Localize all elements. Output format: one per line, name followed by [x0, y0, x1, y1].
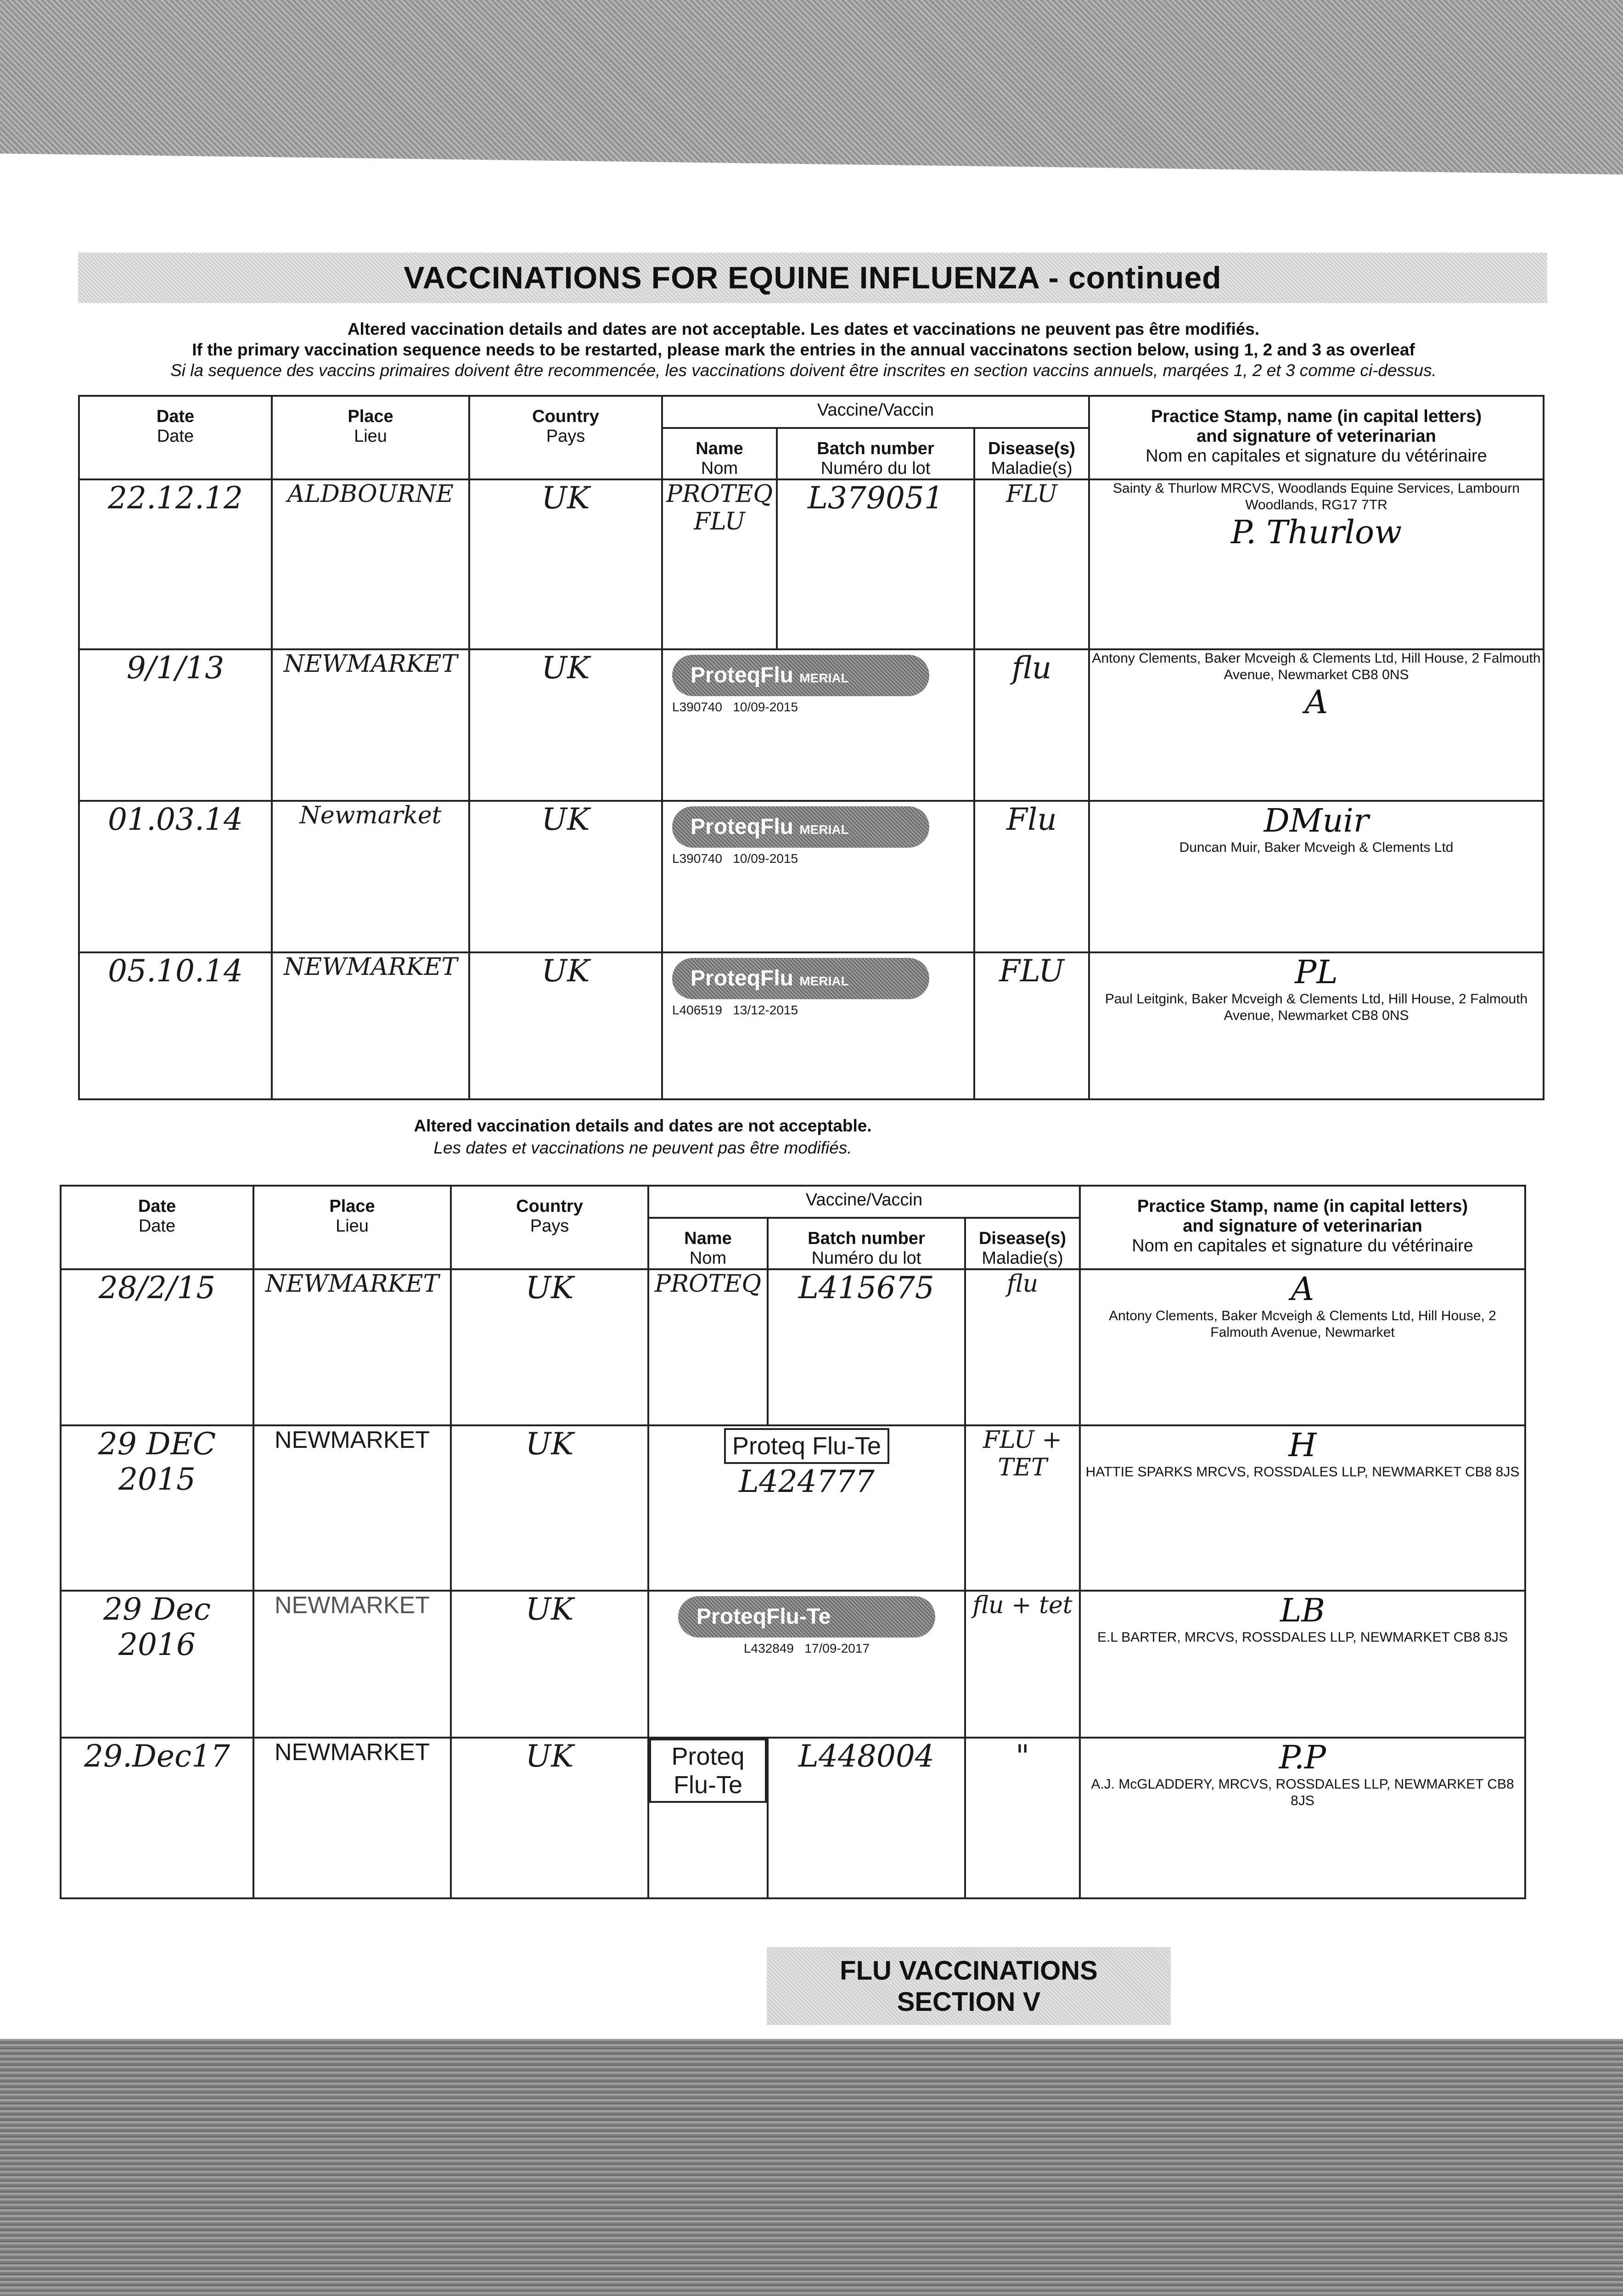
- header-disease: Disease(s) Maladie(s): [965, 1218, 1080, 1269]
- cell-stamp: [1089, 649, 1544, 801]
- cell-disease: Flu: [974, 801, 1089, 952]
- vaccine-name-stamp: Proteq Flu-Te: [724, 1428, 889, 1464]
- table-row: [61, 1425, 1525, 1591]
- vet-signature: A: [1291, 1270, 1314, 1308]
- vaccine-label-sticker: ProteqFlu MERIAL: [672, 958, 929, 999]
- header-date: Date Date: [79, 396, 272, 479]
- cell-disease: ": [965, 1738, 1080, 1898]
- cell-place: Newmarket: [272, 801, 469, 952]
- vet-stamp: Antony Clements, Baker Mcveigh & Clements Ltd, Hill House, 2 Falmouth Avenue, Newmarket: [1109, 1308, 1496, 1340]
- cell-vaccine-name: PROTEQ FLU: [662, 479, 777, 649]
- cell-stamp: [1080, 1269, 1525, 1425]
- cell-vaccine-label: [648, 1425, 965, 1591]
- cell-date: 9/1/13: [79, 649, 272, 801]
- cell-date: 22.12.12: [79, 479, 272, 649]
- vet-stamp: Duncan Muir, Baker Mcveigh & Clements Ltd: [1179, 840, 1454, 855]
- vaccine-label-sticker: ProteqFlu MERIAL: [672, 655, 929, 696]
- vaccine-name-stamp: Proteq Flu-Te: [649, 1739, 767, 1803]
- vet-stamp: E.L BARTER, MRCVS, ROSSDALES LLP, NEWMARKET CB8 8JS: [1097, 1630, 1508, 1645]
- cell-disease: flu + tet: [965, 1591, 1080, 1738]
- cell-country: UK: [469, 952, 662, 1099]
- cell-vaccine-label: ProteqFlu MERIAL L390740 10/09-2015: [662, 801, 974, 952]
- cell-disease: FLU + TET: [965, 1425, 1080, 1591]
- cell-vaccine-name: [648, 1738, 768, 1898]
- cell-stamp: [1089, 801, 1544, 952]
- notice-altered-2: Altered vaccination details and dates are not acceptable.: [414, 1116, 872, 1135]
- notice-restart: If the primary vaccination sequence needs to be restarted, please mark the entries in the annual vaccinatons section below, using 1, 2 and 3 as overleaf: [192, 340, 1415, 359]
- header-stamp: Practice Stamp, name (in capital letters) and signature of veterinarian Nom en capitales et signature du vétérinaire: [1089, 396, 1544, 479]
- vet-stamp: Antony Clements, Baker Mcveigh & Clements Ltd, Hill House, 2 Falmouth Avenue, Newmarket CB8 0NS: [1092, 651, 1541, 682]
- header-date: Date Date: [61, 1186, 253, 1269]
- cell-date: 05.10.14: [79, 952, 272, 1099]
- vet-signature: P.P: [1279, 1739, 1326, 1776]
- cell-batch: L448004: [768, 1738, 965, 1898]
- cell-country: UK: [469, 479, 662, 649]
- cell-country: UK: [451, 1425, 648, 1591]
- cell-vaccine-label: ProteqFlu-Te L432849 17/09-2017: [648, 1591, 965, 1738]
- header-name: Name Nom: [648, 1218, 768, 1269]
- cell-disease: FLU: [974, 479, 1089, 649]
- cell-date: 01.03.14: [79, 801, 272, 952]
- header-stamp: Practice Stamp, name (in capital letters) and signature of veterinarian Nom en capitales et signature du vétérinaire: [1080, 1186, 1525, 1269]
- cell-batch: L424777: [739, 1464, 875, 1499]
- section-label: FLU VACCINATIONS SECTION V: [767, 1947, 1171, 2025]
- cell-country: UK: [451, 1591, 648, 1738]
- cell-country: UK: [451, 1269, 648, 1425]
- cell-place: NEWMARKET: [253, 1591, 451, 1738]
- vaccination-table-primary: [78, 395, 1544, 1100]
- table-row: [61, 1269, 1525, 1425]
- vet-signature: PL: [1295, 953, 1338, 991]
- header-vaccine: Vaccine/Vaccin: [662, 396, 1089, 428]
- cell-vaccine-name: PROTEQ: [648, 1269, 768, 1425]
- cell-vaccine-label: ProteqFlu MERIAL L406519 13/12-2015: [662, 952, 974, 1099]
- cell-disease: flu: [974, 649, 1089, 801]
- vet-signature: DMuir: [1264, 802, 1369, 839]
- header-country: Country Pays: [451, 1186, 648, 1269]
- cell-country: UK: [469, 801, 662, 952]
- cell-stamp: [1080, 1591, 1525, 1738]
- table-row: [79, 479, 1544, 649]
- cell-date: 28/2/15: [61, 1269, 253, 1425]
- header-disease: Disease(s) Maladie(s): [974, 428, 1089, 479]
- cell-stamp: [1089, 952, 1544, 1099]
- page-title: VACCINATIONS FOR EQUINE INFLUENZA - continued: [78, 253, 1547, 303]
- vet-stamp: A.J. McGLADDERY, MRCVS, ROSSDALES LLP, NEWMARKET CB8 8JS: [1091, 1777, 1514, 1808]
- vaccine-label-sticker: ProteqFlu-Te: [678, 1596, 935, 1638]
- vaccine-label-sticker: ProteqFlu MERIAL: [672, 806, 929, 848]
- cell-date: 29 Dec 2016: [61, 1591, 253, 1738]
- table-row: [79, 649, 1544, 801]
- cell-batch: L415675: [768, 1269, 965, 1425]
- cell-place: NEWMARKET: [253, 1269, 451, 1425]
- notice-altered-2-fr: Les dates et vaccinations ne peuvent pas être modifiés.: [433, 1138, 852, 1157]
- header-batch: Batch number Numéro du lot: [768, 1218, 965, 1269]
- notice-altered: Altered vaccination details and dates are not acceptable. Les dates et vaccinations ne peuvent pas être modifiés.: [347, 320, 1260, 338]
- cell-stamp: [1080, 1738, 1525, 1898]
- table-row: [61, 1591, 1525, 1738]
- header-country: Country Pays: [469, 396, 662, 479]
- cell-disease: FLU: [974, 952, 1089, 1099]
- header-place: Place Lieu: [272, 396, 469, 479]
- cell-place: ALDBOURNE: [272, 479, 469, 649]
- vet-signature: P. Thurlow: [1230, 513, 1402, 551]
- header-place: Place Lieu: [253, 1186, 451, 1269]
- header-vaccine: Vaccine/Vaccin: [648, 1186, 1080, 1218]
- cell-date: 29.Dec17: [61, 1738, 253, 1898]
- table-row: [79, 801, 1544, 952]
- scan-edge-bottom: [0, 2039, 1623, 2296]
- vaccination-table-annual: [60, 1185, 1526, 1899]
- cell-stamp: [1080, 1425, 1525, 1591]
- cell-place: NEWMARKET: [253, 1425, 451, 1591]
- cell-country: UK: [451, 1738, 648, 1898]
- vet-signature: H: [1288, 1426, 1317, 1464]
- cell-date: 29 DEC 2015: [61, 1425, 253, 1591]
- cell-place: NEWMARKET: [272, 649, 469, 801]
- notice-restart-fr: Si la sequence des vaccins primaires doivent être recommencée, les vaccinations doivent être inscrites en section vaccins annuels, marqées 1, 2 et 3 comme ci-dessus.: [170, 361, 1437, 380]
- cell-vaccine-label: ProteqFlu MERIAL L390740 10/09-2015: [662, 649, 974, 801]
- vet-stamp: HATTIE SPARKS MRCVS, ROSSDALES LLP, NEWMARKET CB8 8JS: [1085, 1464, 1520, 1480]
- vet-stamp: Paul Leitgink, Baker Mcveigh & Clements Ltd, Hill House, 2 Falmouth Avenue, Newmarket CB8 0NS: [1105, 991, 1528, 1023]
- cell-stamp: [1089, 479, 1544, 649]
- vet-signature: A: [1304, 683, 1328, 721]
- table-row: [79, 952, 1544, 1099]
- cell-place: NEWMARKET: [272, 952, 469, 1099]
- table-row: [61, 1738, 1525, 1898]
- vet-stamp: Sainty & Thurlow MRCVS, Woodlands Equine Services, Lambourn Woodlands, RG17 7TR: [1113, 481, 1520, 512]
- header-name: Name Nom: [662, 428, 777, 479]
- vet-signature: LB: [1280, 1592, 1325, 1629]
- scan-edge-top: [0, 0, 1623, 174]
- cell-country: UK: [469, 649, 662, 801]
- cell-disease: flu: [965, 1269, 1080, 1425]
- cell-batch: L379051: [777, 479, 974, 649]
- header-batch: Batch number Numéro du lot: [777, 428, 974, 479]
- cell-place: NEWMARKET: [253, 1738, 451, 1898]
